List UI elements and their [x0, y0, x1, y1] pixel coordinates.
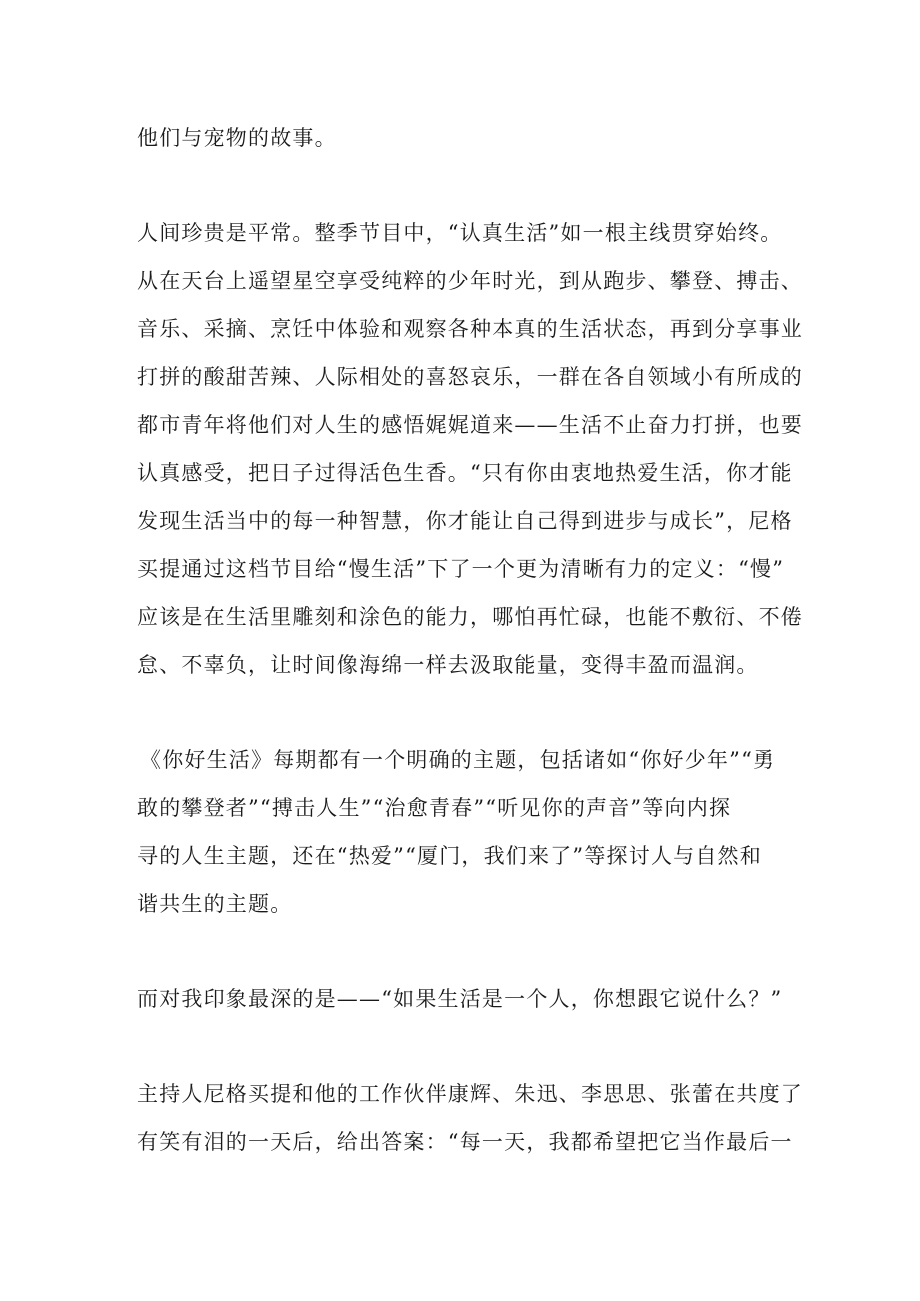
- text-line: 主持人尼格买提和他的工作伙伴康辉、朱迅、李思思、张蕾在共度了: [137, 1082, 803, 1106]
- text-line: 音乐、采摘、烹饪中体验和观察各种本真的生活状态，再到分享事业: [137, 317, 803, 341]
- text-line: 怠、不辜负，让时间像海绵一样去汲取能量，变得丰盈而温润。: [137, 653, 759, 677]
- text-line: 发现生活当中的每一种智慧，你才能让自己得到进步与成长”，尼格: [137, 509, 793, 533]
- text-line: 谐共生的主题。: [137, 892, 293, 916]
- text-line: 应该是在生活里雕刻和涂色的能力，哪怕再忙碌，也能不敷衍、不倦: [137, 605, 803, 629]
- text-line: 人间珍贵是平常。整季节目中，“认真生活”如一根主线贯穿始终。: [137, 221, 783, 245]
- text-line: 认真感受，把日子过得活色生香。“只有你由衷地热爱生活，你才能: [137, 461, 793, 485]
- text-line: 打拼的酸甜苦辣、人际相处的喜怒哀乐，一群在各自领域小有所成的: [137, 365, 803, 389]
- text-line: 他们与宠物的故事。: [137, 126, 337, 150]
- text-line: 而对我印象最深的是——“如果生活是一个人，你想跟它说什么？”: [137, 987, 783, 1011]
- text-line: 从在天台上遥望星空享受纯粹的少年时光，到从跑步、攀登、搏击、: [137, 269, 803, 293]
- text-line: 有笑有泪的一天后，给出答案：“每一天，我都希望把它当作最后一: [137, 1130, 793, 1154]
- text-line: 寻的人生主题，还在“热爱”“厦门，我们来了”等探讨人与自然和: [137, 844, 762, 868]
- text-line: 敢的攀登者”“搏击人生”“治愈青春”“听见你的声音”等向内探: [137, 796, 732, 820]
- text-line: 都市青年将他们对人生的感悟娓娓道来——生活不止奋力打拼，也要: [137, 413, 803, 437]
- text-line: 买提通过这档节目给“慢生活”下了一个更为清晰有力的定义：“慢”: [137, 557, 785, 581]
- text-line: 《你好生活》每期都有一个明确的主题，包括诸如“你好少年”“勇: [140, 748, 776, 772]
